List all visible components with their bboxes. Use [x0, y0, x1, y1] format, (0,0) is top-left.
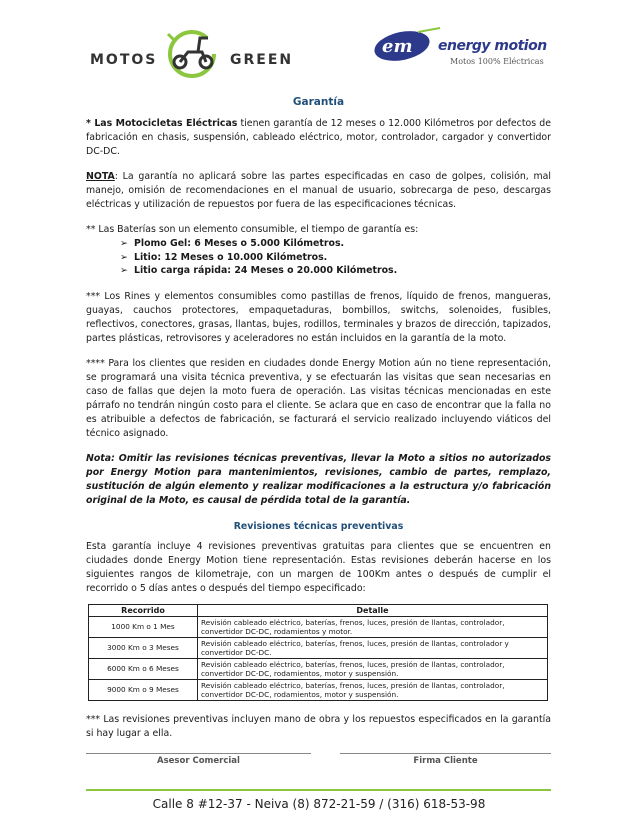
- revisions-table: [88, 604, 548, 701]
- arrow-bullet-icon: ➢: [120, 251, 128, 263]
- brand-tagline: Motos 100% Eléctricas: [450, 57, 544, 66]
- paragraph-text: : La garantía no aplicará sobre las partes especificadas en caso de golpes, colisión, mal manejo, omisión de recomendaciones en el manual de usuario, sobrecarga de peso, descargas eléctricas y utilización de repuestos por fuera de las especificaciones técnicas.: [86, 171, 551, 210]
- motos-green-logo: [90, 24, 305, 84]
- svg-text:em: em: [382, 36, 413, 57]
- section-subtitle: Revisiones técnicas preventivas: [233, 520, 404, 532]
- table-cell: Revisión cableado eléctrico, baterías, frenos, luces, presión de llantas, controlador y convertidor DC-DC.: [198, 637, 548, 658]
- revisions-include-paragraph: *** Las revisiones preventivas incluyen mano de obra y los repuestos especificados en la garantía si hay lugar a ella.: [86, 713, 551, 739]
- scooter-plug-icon: [158, 24, 228, 80]
- table-cell: Revisión cableado eléctrico, baterías, frenos, luces, presión de llantas, controlador, convertidor DC-DC, rodamientos, motor y suspensión.: [198, 658, 548, 679]
- signature-label: Asesor Comercial: [157, 756, 240, 766]
- warranty-loss-note: Nota: Omitir las revisiones técnicas preventivas, llevar la Moto a sitios no autorizados por Energy Motion para mantenimientos, revisiones, cambio de partes, remplazo, sustitución de algún elemento y realizar modificaciones a la estructura y/o fabricación original de la Moto, es causal de pérdida total de la garantía.: [86, 452, 551, 506]
- table-cell: 3000 Km o 3 Meses: [89, 637, 198, 658]
- signature-line: [340, 753, 551, 754]
- logo-word-motos: MOTOS: [90, 52, 158, 68]
- table-row: [89, 658, 548, 679]
- battery-list: [120, 237, 551, 278]
- table-cell: 6000 Km o 6 Meses: [89, 658, 198, 679]
- em-badge-icon: [372, 26, 440, 66]
- warranty-paragraph: [86, 117, 551, 159]
- table-row: [89, 616, 548, 637]
- list-item: ➢ Plomo Gel: 6 Meses o 5.000 Kilómetros.: [120, 238, 345, 249]
- page-header: [0, 0, 638, 90]
- table-row: [89, 637, 548, 658]
- paragraph-text: tienen garantía de 12 meses o 12.000 Kilómetros por defectos de fabricación en chasis, suspensión, cableado eléctrico, motor, controlador, cargador y convertidor DC-DC.: [86, 118, 551, 157]
- arrow-bullet-icon: ➢: [120, 238, 128, 249]
- energy-motion-logo: [372, 26, 552, 74]
- document-title: Garantía: [292, 96, 345, 108]
- footer-divider: [86, 789, 551, 791]
- warranty-document: [86, 95, 551, 752]
- remote-clients-paragraph: **** Para los clientes que residen en ciudades donde Energy Motion aún no tiene representación, se programará una visita técnica preventiva, y se efectuarán las visitas que sean necesarias en caso de fallas que dejen la moto fuera de operación. Las visitas técnicas mencionadas en este párrafo no tendrán ningún costo para el cliente. Se aclara que en caso de encontrar que la falla no es atribuible a defectos de fabricación, se facturará el servicio realizado incluyendo viáticos del técnico asignado.: [86, 357, 551, 439]
- batteries-paragraph: ** Las Baterías son un elemento consumible, el tiempo de garantía es:: [86, 224, 419, 235]
- column-header: Detalle: [198, 604, 548, 616]
- signature-client: [340, 753, 551, 766]
- column-header: Recorrido: [89, 604, 198, 616]
- brand-name: energy motion: [438, 38, 547, 54]
- revisions-paragraph: Esta garantía incluye 4 revisiones preventivas gratuitas para clientes que se encuentren en ciudades donde Energy Motion tiene representación. Estas revisiones deberán hacerse en los siguientes rangos de kilometraje, con un margen de 100Km antes o después de cumplir el recorrido o 5 días antes o después del tiempo especificado:: [86, 540, 551, 594]
- list-item: ➢ Litio: 12 Meses o 10.000 Kilómetros.: [120, 251, 328, 263]
- table-cell: Revisión cableado eléctrico, baterías, frenos, luces, presión de llantas, controlador, convertidor DC-DC, rodamientos y motor.: [198, 616, 548, 637]
- note-label: NOTA: [86, 171, 115, 182]
- table-cell: 9000 Km o 9 Meses: [89, 679, 198, 700]
- paragraph-lead: * Las Motocicletas Eléctricas: [86, 118, 238, 129]
- note-paragraph: [86, 170, 551, 212]
- footer-address: Calle 8 #12-37 - Neiva (8) 872-21-59 / (316) 618-53-98: [152, 797, 486, 811]
- table-header-row: [89, 604, 548, 616]
- logo-word-green: GREEN: [230, 52, 294, 68]
- arrow-bullet-icon: ➢: [120, 265, 128, 276]
- signature-line: [86, 753, 311, 754]
- signature-label: Firma Cliente: [413, 756, 478, 766]
- table-cell: 1000 Km o 1 Mes: [89, 616, 198, 637]
- signature-advisor: [86, 753, 311, 766]
- list-item: ➢ Litio carga rápida: 24 Meses o 20.000 Kilómetros.: [120, 265, 398, 276]
- table-cell: Revisión cableado eléctrico, baterías, frenos, luces, presión de llantas, controlador, convertidor DC-DC, rodamientos, motor y suspensión.: [198, 679, 548, 700]
- table-row: [89, 679, 548, 700]
- consumables-paragraph: *** Los Rines y elementos consumibles como pastillas de frenos, líquido de frenos, mangueras, guayas, cauchos protectores, empaquetaduras, bombillos, switchs, solenoides, fusibles, reflectivos, conectores, grasas, llantas, bujes, rodillos, terminales y brazos de dirección, tapizados, partes plásticas, retrovisores y aceleradores no están incluidos en la garantía de la moto.: [86, 290, 551, 344]
